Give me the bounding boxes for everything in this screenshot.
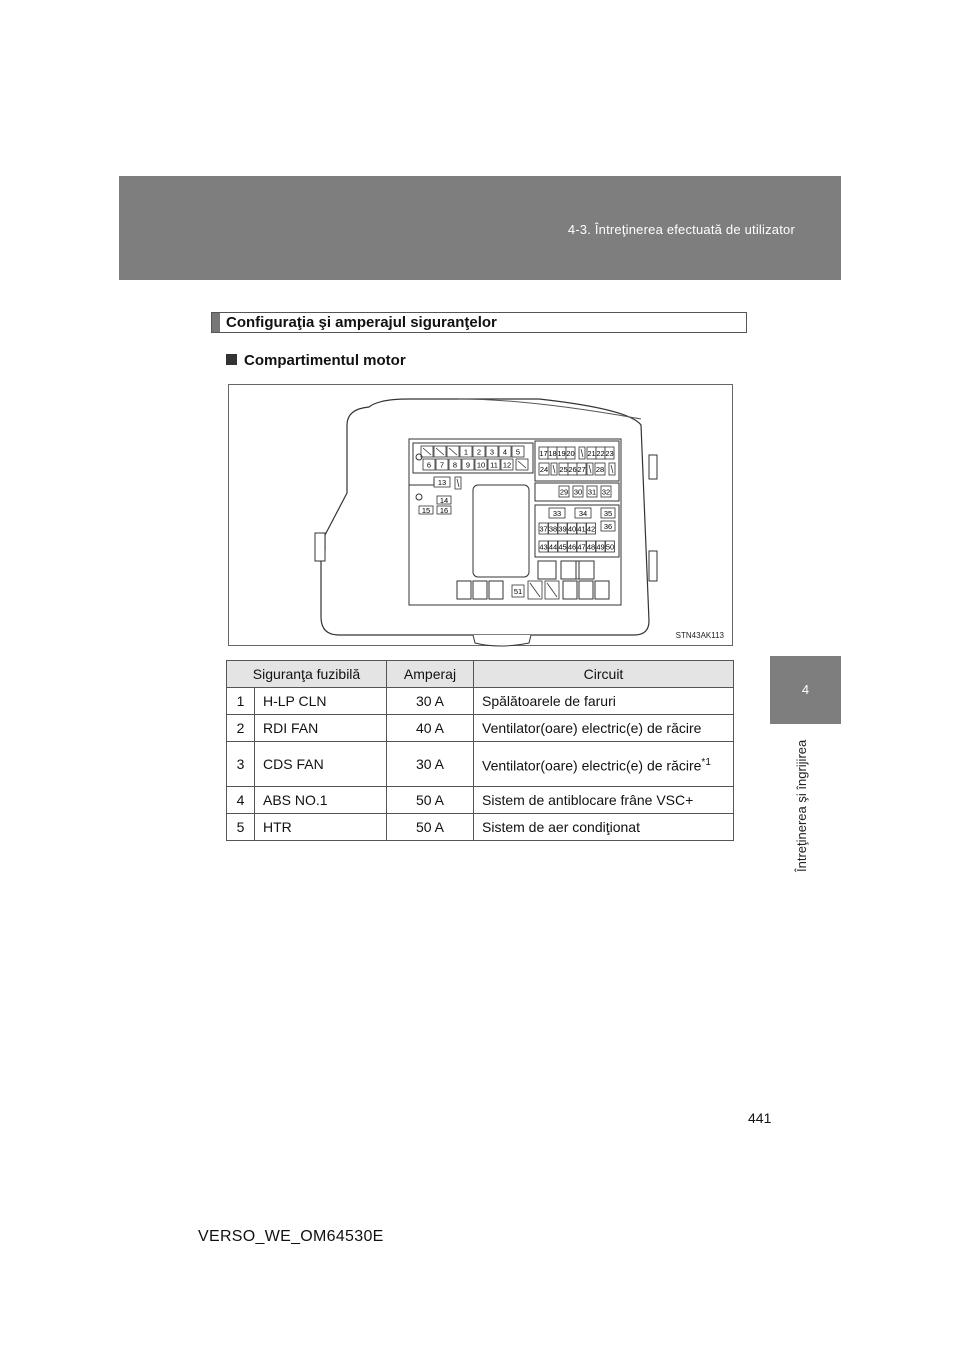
row-fuse: H-LP CLN — [255, 688, 387, 715]
header-circuit: Circuit — [474, 661, 734, 688]
fuse-43-label: 43 — [539, 542, 548, 552]
fuse-12-label: 12 — [502, 460, 512, 470]
fuse-15-label: 15 — [421, 506, 431, 515]
fuse-46-label: 46 — [567, 542, 577, 552]
row-number: 1 — [227, 688, 255, 715]
fuse-18-label: 18 — [548, 449, 557, 458]
fuse-33-label: 33 — [552, 509, 562, 518]
fuse-36-label: 36 — [603, 522, 613, 531]
fuse-47-label: 47 — [577, 542, 586, 552]
left-connector — [315, 533, 325, 561]
fuse-21-label: 21 — [587, 449, 596, 458]
header-amperage: Amperaj — [387, 661, 474, 688]
fuse-31-label: 31 — [587, 487, 597, 497]
subheading-text: Compartimentul motor — [244, 352, 406, 369]
fuse-10-label: 10 — [476, 460, 486, 470]
square-bullet-icon — [226, 354, 237, 365]
row-number: 2 — [227, 715, 255, 742]
fuse-table — [226, 660, 734, 841]
row-circuit: Ventilator(oare) electric(e) de răcire — [474, 715, 734, 742]
fuse-27-label: 27 — [577, 465, 586, 474]
row-number: 3 — [227, 742, 255, 787]
fuse-24-label: 24 — [539, 465, 549, 474]
fuse-41-label: 41 — [577, 524, 586, 534]
fuse-25-label: 25 — [559, 465, 568, 474]
subheading — [226, 352, 406, 369]
row-circuit: Spălătoarele de faruri — [474, 688, 734, 715]
bottom-relay — [457, 581, 471, 599]
fuse-51-label: 51 — [513, 587, 523, 596]
table-row — [227, 787, 734, 814]
header-band — [119, 176, 841, 280]
fuse-16-label: 16 — [439, 506, 449, 515]
chapter-number: 4 — [801, 682, 810, 697]
row-amperage: 30 A — [387, 688, 474, 715]
housing-foot — [473, 635, 531, 646]
footnote-marker: *1 — [701, 756, 711, 768]
fuse-3-label: 3 — [489, 447, 495, 457]
fuse-1-label: 1 — [463, 447, 469, 457]
fuse-28-label: 28 — [595, 465, 605, 474]
fuse-37-label: 37 — [539, 524, 548, 534]
fuse-13-label: 13 — [437, 478, 447, 487]
fuse-4-label: 4 — [502, 447, 508, 457]
fuse-35-label: 35 — [603, 509, 613, 518]
row-circuit-cell — [474, 742, 734, 787]
document-code: VERSO_WE_OM64530E — [198, 1228, 384, 1245]
fuse-29-label: 29 — [559, 487, 569, 497]
row-amperage: 40 A — [387, 715, 474, 742]
heading-bar — [212, 313, 220, 332]
fuse-9-label: 9 — [465, 460, 471, 470]
row-fuse: ABS NO.1 — [255, 787, 387, 814]
fuse-2-label: 2 — [476, 447, 482, 457]
fuse-box-figure — [228, 384, 733, 646]
bottom-relay — [595, 581, 609, 599]
fuse-50-label: 50 — [605, 542, 615, 552]
fuse-14-label: 14 — [439, 496, 449, 505]
fuse-34-label: 34 — [578, 509, 588, 518]
fuse-42-label: 42 — [586, 524, 596, 534]
fuse-26-label: 26 — [568, 465, 577, 474]
header-fuse: Siguranţa fuzibilă — [227, 661, 387, 688]
row-circuit: Ventilator(oare) electric(e) de răcire — [482, 757, 702, 774]
row-fuse: CDS FAN — [255, 742, 387, 787]
fuse-17-label: 17 — [539, 449, 548, 458]
fuse-32-label: 32 — [601, 487, 611, 497]
table-row — [227, 688, 734, 715]
row-amperage: 50 A — [387, 787, 474, 814]
chapter-label: Întreţinerea şi îngrijirea — [794, 740, 809, 873]
row-amperage: 50 A — [387, 814, 474, 841]
fuse-30-label: 30 — [573, 487, 583, 497]
row-amperage: 30 A — [387, 742, 474, 787]
section-heading — [211, 312, 747, 333]
section-heading-text: Configuraţia şi amperajul siguranţelor — [226, 314, 497, 331]
fuse-48-label: 48 — [586, 542, 596, 552]
fuse-7-label: 7 — [439, 460, 445, 470]
fuse-22-label: 22 — [596, 449, 605, 458]
fuse-8-label: 8 — [452, 460, 458, 470]
relay-module — [473, 485, 529, 577]
table-header-row — [227, 661, 734, 688]
bottom-relay — [489, 581, 503, 599]
fuse-45-label: 45 — [558, 542, 567, 552]
bottom-relay — [563, 581, 577, 599]
bottom-relay — [579, 581, 593, 599]
fuse-49-label: 49 — [596, 542, 605, 552]
right-tab-lower — [649, 551, 657, 581]
fuse-44-label: 44 — [548, 542, 558, 552]
table-row — [227, 742, 734, 787]
fuse-19-label: 19 — [557, 449, 566, 458]
fuse-box-diagram — [229, 385, 734, 647]
figure-code: STN43AK113 — [675, 631, 724, 640]
table-row — [227, 814, 734, 841]
right-tab-upper — [649, 455, 657, 479]
fuse-38-label: 38 — [548, 524, 558, 534]
page-number: 441 — [748, 1110, 772, 1126]
row-fuse: RDI FAN — [255, 715, 387, 742]
table-row — [227, 715, 734, 742]
fuse-6-label: 6 — [426, 460, 432, 470]
row-fuse: HTR — [255, 814, 387, 841]
bottom-relay — [473, 581, 487, 599]
fuse-39-label: 39 — [558, 524, 567, 534]
fuse-23-label: 23 — [605, 449, 614, 458]
fuse-5-label: 5 — [515, 447, 521, 457]
row-circuit: Sistem de antiblocare frâne VSC+ — [474, 787, 734, 814]
chapter-tab — [770, 656, 841, 724]
row-circuit: Sistem de aer condiţionat — [474, 814, 734, 841]
row-number: 4 — [227, 787, 255, 814]
fuse-40-label: 40 — [567, 524, 577, 534]
row-number: 5 — [227, 814, 255, 841]
fuse-20-label: 20 — [566, 449, 575, 458]
fuse-11-label: 11 — [490, 460, 498, 470]
header-section-title: 4-3. Întreţinerea efectuată de utilizator — [567, 222, 795, 237]
